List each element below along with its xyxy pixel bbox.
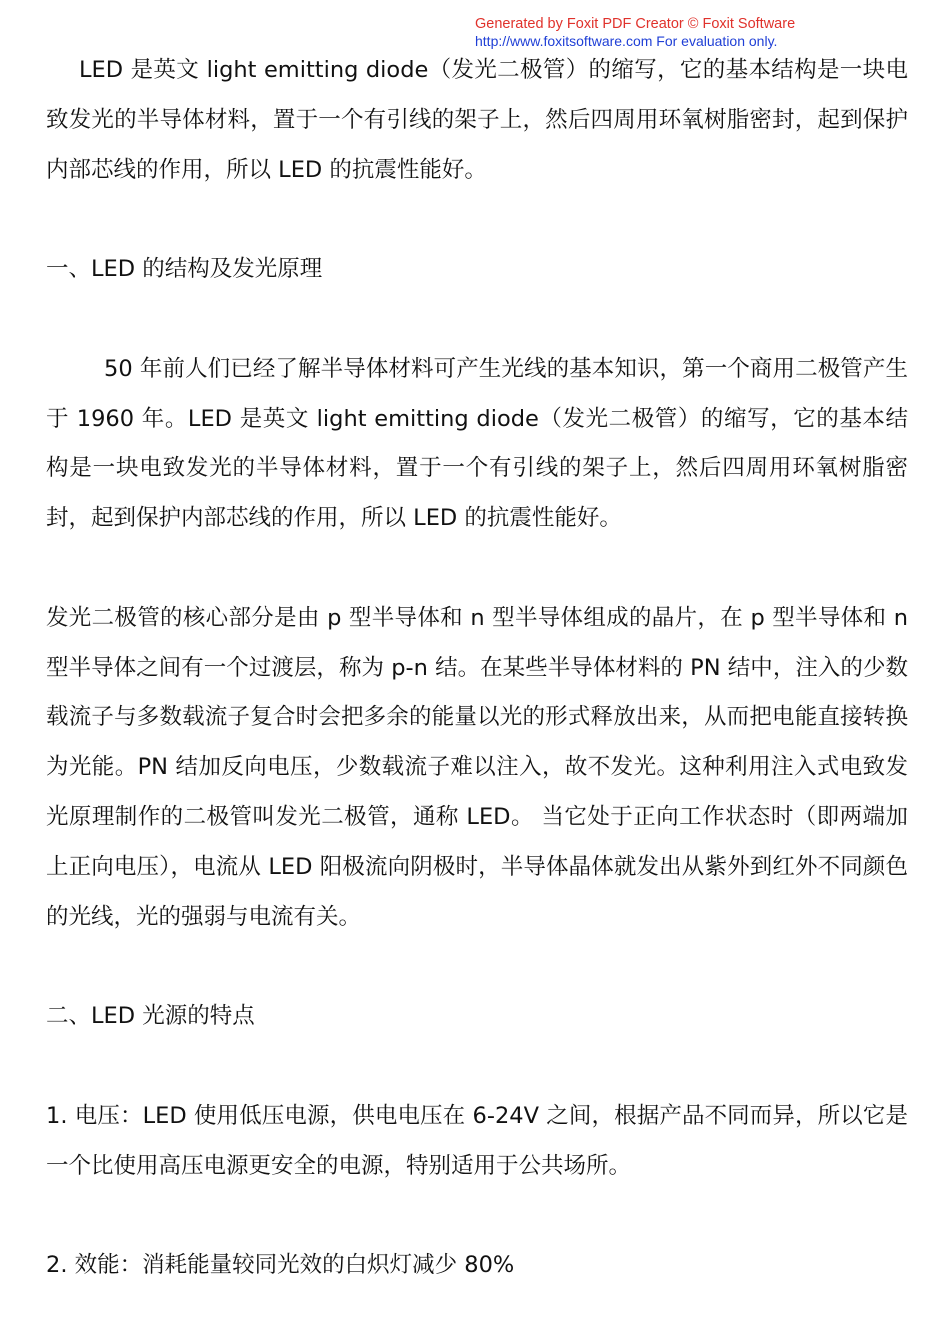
- history-paragraph: 50 年前人们已经了解半导体材料可产生光线的基本知识，第一个商用二极管产生于 1960 年。LED 是英文 light emitting diode（发光二极管）的缩写，它的基本结构是一块电致发光的半导体材料，置于一个有引线的架子上，然后四周用环氧树脂密封，起到保护内部芯线的作用，所以 LED 的抗震性能好。: [46, 355, 908, 532]
- spacer: [46, 1042, 908, 1092]
- spacer: [46, 544, 908, 594]
- principle-paragraph: 发光二极管的核心部分是由 p 型半导体和 n 型半导体组成的晶片，在 p 型半导体和 n 型半导体之间有一个过渡层，称为 p-n 结。在某些半导体材料的 PN 结中，注入的少数载流子与多数载流子复合时会把多余的能量以光的形式释放出来，从而把电能直接转换为光能。PN 结加反向电压，少数载流子难以注入，故不发光。这种利用注入式电致发光原理制作的二极管叫发光二极管，通称 LED。 当它处于正向工作状态时（即两端加上正向电压），电流从 LED 阳极流向阴极时，半导体晶体就发出从紫外到红外不同颜色的光线，光的强弱与电流有关。: [46, 604, 908, 930]
- section-heading-1: 一、LED 的结构及发光原理: [46, 256, 323, 283]
- intro-paragraph: LED 是英文 light emitting diode（发光二极管）的缩写，它的基本结构是一块电致发光的半导体材料，置于一个有引线的架子上，然后四周用环氧树脂密封，起到保护内部芯线的作用，所以 LED 的抗震性能好。: [46, 57, 908, 183]
- spacer: [46, 195, 908, 245]
- document-body: [46, 46, 908, 1291]
- spacer: [46, 295, 908, 345]
- watermark-line-1: Generated by Foxit PDF Creator © Foxit Software: [475, 16, 796, 32]
- voltage-item: 1. 电压：LED 使用低压电源，供电电压在 6-24V 之间，根据产品不同而异，所以它是一个比使用高压电源更安全的电源，特别适用于公共场所。: [46, 1102, 908, 1179]
- spacer: [46, 1191, 908, 1241]
- section-heading-2: 二、LED 光源的特点: [46, 1003, 255, 1030]
- spacer: [46, 942, 908, 992]
- foxit-watermark: [475, 16, 875, 50]
- watermark-line-2: http://www.foxitsoftware.com For evaluation only.: [475, 33, 778, 49]
- efficiency-item: 2. 效能：消耗能量较同光效的白炽灯减少 80%: [46, 1252, 515, 1279]
